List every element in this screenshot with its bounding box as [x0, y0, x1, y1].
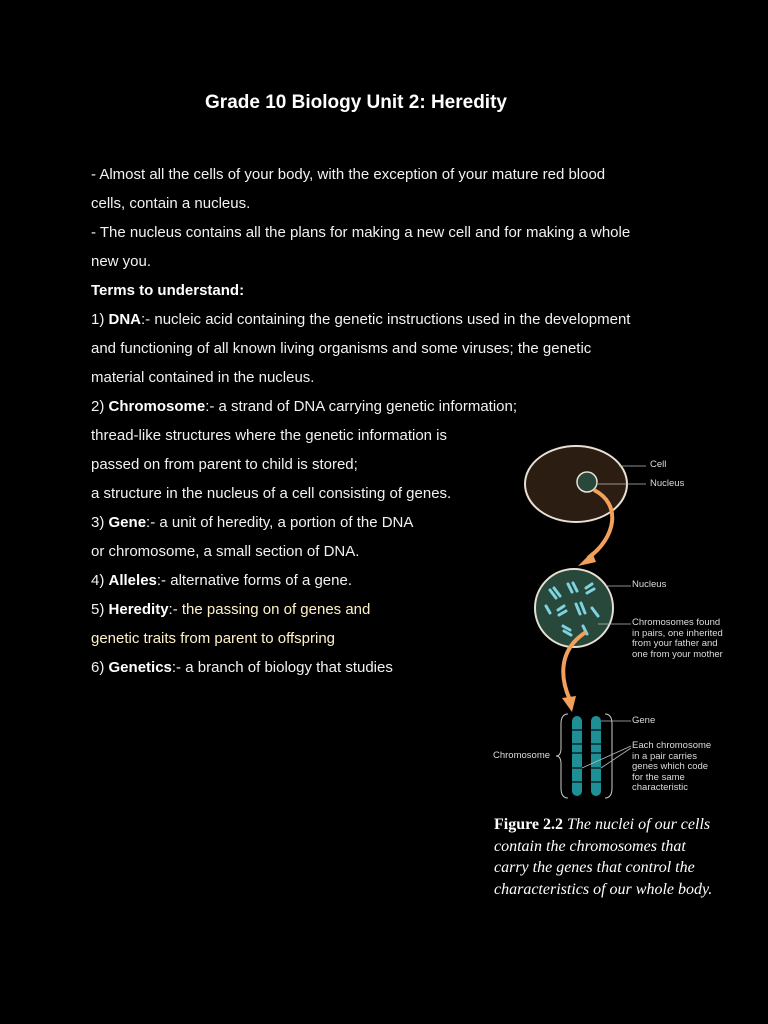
- chromosome-shape: [572, 716, 582, 796]
- intro-line: - Almost all the cells of your body, with the exception of your mature red blood: [91, 166, 606, 183]
- term-name: Gene: [108, 514, 147, 531]
- term-number: 6): [91, 659, 105, 676]
- label-each-chromosome: Each chromosome in a pair carries genes which code for the same characteristic: [632, 740, 712, 793]
- label-gene: Gene: [632, 715, 656, 726]
- term-name: DNA: [108, 311, 142, 328]
- label-chromosome: Chromosome: [493, 750, 551, 761]
- term-name: Chromosome: [108, 398, 206, 415]
- term-chromosome: [91, 392, 691, 421]
- intro-line: cells, contain a nucleus.: [91, 195, 251, 212]
- term-definition: :- a branch of biology that studies: [171, 659, 393, 676]
- page-title: Grade 10 Biology Unit 2: Heredity: [205, 92, 507, 113]
- term-dna: [91, 305, 691, 334]
- chromosome-shape: [591, 716, 601, 796]
- term-definition: a structure in the nucleus of a cell consisting of genes.: [91, 485, 452, 502]
- term-number: 1): [91, 311, 105, 328]
- label-nucleus: Nucleus: [650, 478, 685, 489]
- each-leader-line: [601, 748, 631, 768]
- label-cell: Cell: [650, 459, 667, 470]
- arrow-head: [562, 696, 576, 712]
- term-definition: or chromosome, a small section of DNA.: [91, 543, 360, 560]
- term-definition: :- a unit of heredity, a portion of the DNA: [146, 514, 414, 531]
- term-number: 2): [91, 398, 105, 415]
- term-definition: :- nucleic acid containing the genetic instructions used in the development: [141, 311, 631, 328]
- term-definition: genetic traits from parent to offspring: [91, 630, 336, 647]
- term-definition: material contained in the nucleus.: [91, 369, 315, 386]
- term-name: Alleles: [108, 572, 157, 589]
- term-definition: and functioning of all known living organisms and some viruses; the genetic: [91, 340, 592, 357]
- intro-line: new you.: [91, 253, 152, 270]
- intro-line: - The nucleus contains all the plans for making a new cell and for making a whole: [91, 224, 631, 241]
- label-nucleus: Nucleus: [632, 579, 667, 590]
- term-definition: :- the passing on of genes and: [168, 601, 371, 618]
- term-number: 3): [91, 514, 105, 531]
- term-number: 5): [91, 601, 105, 618]
- term-name: Heredity: [108, 601, 169, 618]
- term-name: Genetics: [108, 659, 172, 676]
- term-definition: thread-like structures where the genetic information is: [91, 427, 448, 444]
- term-number: 4): [91, 572, 105, 589]
- term-definition: passed on from parent to child is stored;: [91, 456, 358, 473]
- figure-number: Figure 2.2: [494, 816, 564, 833]
- figure-caption: Figure 2.2 The nuclei of our cells contain the chromosomes that carry the genes that control the characteristics of our whole body.: [494, 816, 713, 898]
- chromosome-bracket: [556, 714, 568, 798]
- term-definition: :- a strand of DNA carrying genetic information;: [205, 398, 518, 415]
- cell-nucleus-shape: [577, 472, 597, 492]
- terms-heading: Terms to understand:: [91, 282, 245, 299]
- label-chromosome-pairs: Chromosomes found in pairs, one inherited from your father and one from your mother: [632, 617, 723, 660]
- term-definition: :- alternative forms of a gene.: [156, 572, 352, 589]
